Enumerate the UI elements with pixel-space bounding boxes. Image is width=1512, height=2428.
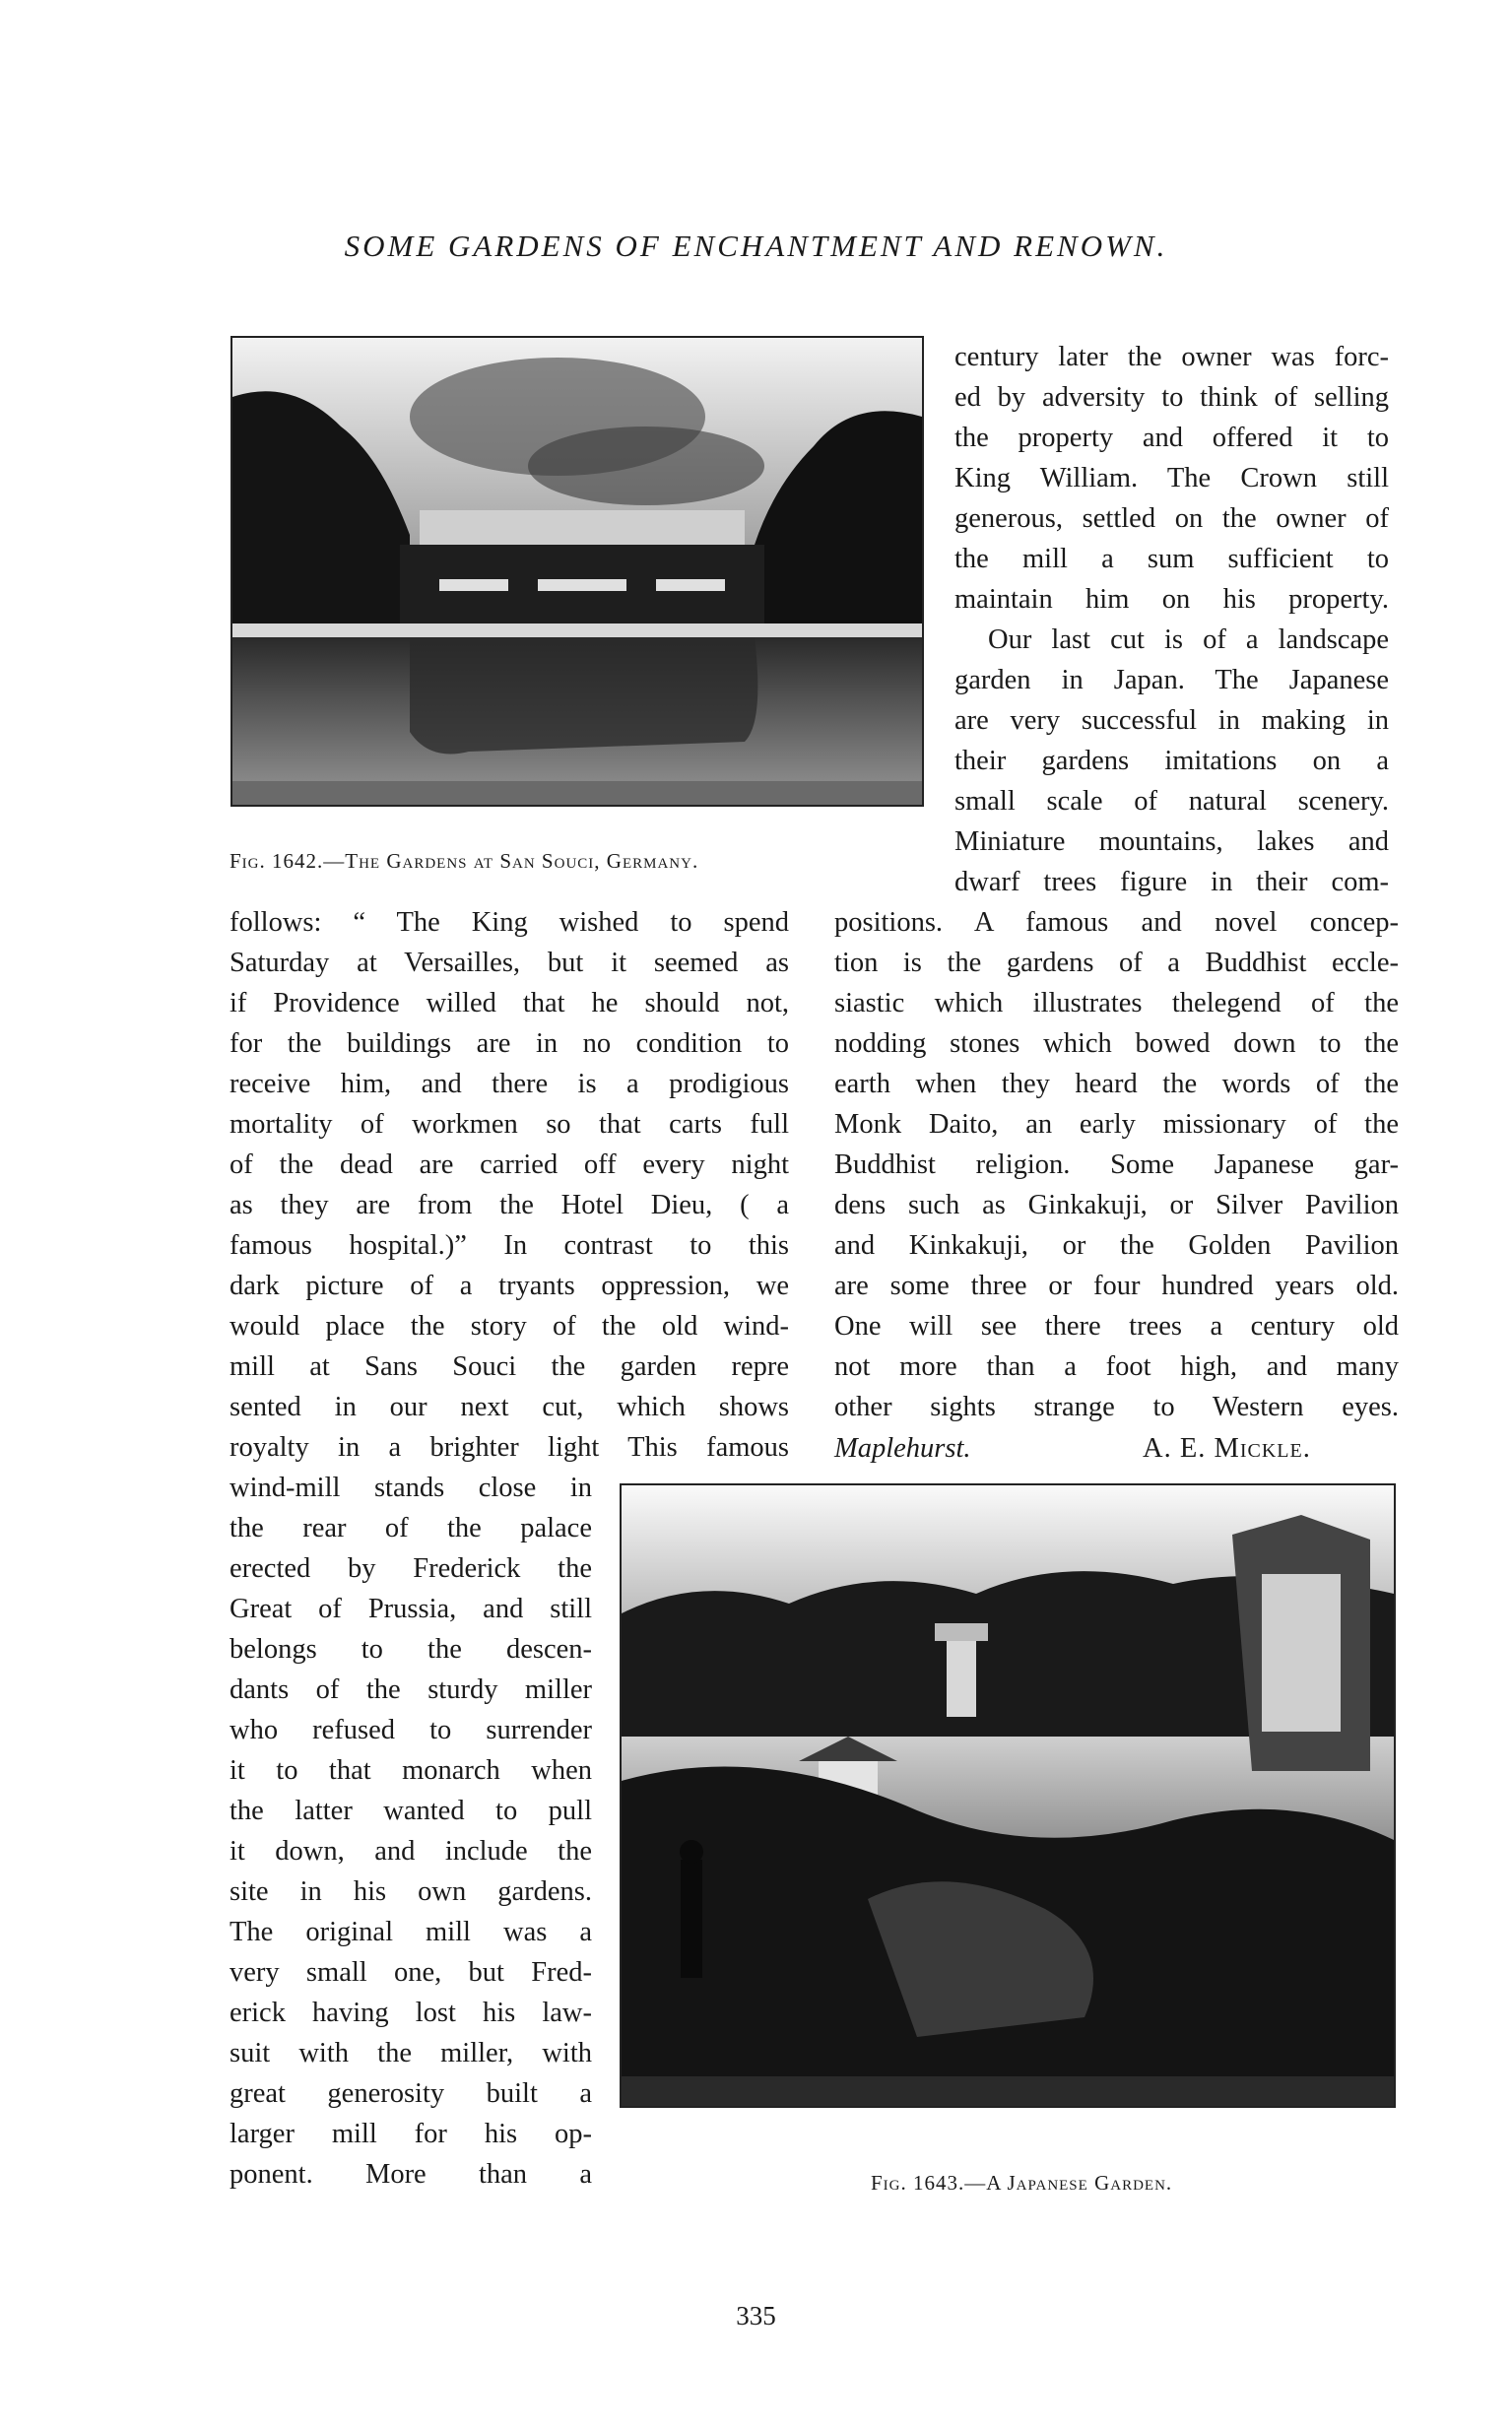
text-line: mill at Sans Souci the garden repre (230, 1351, 789, 1382)
text-line: Our last cut is of a landscape (988, 624, 1389, 655)
text-line: receive him, and there is a prodigious (230, 1069, 789, 1099)
text-line: nodding stones which bowed down to the (834, 1028, 1399, 1059)
text-line: dens such as Ginkakuji, or Silver Pavilion (834, 1190, 1399, 1220)
text-line: as they are from the Hotel Dieu, ( a (230, 1190, 789, 1220)
text-line: are some three or four hundred years old. (834, 1271, 1399, 1301)
text-line: dants of the sturdy miller (230, 1674, 592, 1705)
text-line: if Providence willed that he should not, (230, 988, 789, 1018)
text-line: it down, and include the (230, 1836, 592, 1867)
text-line: other sights strange to Western eyes. (834, 1392, 1399, 1422)
text-line: and Kinkakuji, or the Golden Pavilion (834, 1230, 1399, 1261)
text-line: the latter wanted to pull (230, 1796, 592, 1826)
text-line: are very successful in making in (954, 705, 1389, 736)
text-line: dwarf trees figure in their com- (954, 867, 1389, 897)
text-line: Great of Prussia, and still (230, 1594, 592, 1624)
text-line: Buddhist religion. Some Japanese gar- (834, 1149, 1399, 1180)
text-line: of the dead are carried off every night (230, 1149, 789, 1180)
text-line: the rear of the palace (230, 1513, 592, 1543)
figure-1642-caption: Fig. 1642.—The Gardens at San Souci, Germany. (230, 849, 699, 873)
text-line: erected by Frederick the (230, 1553, 592, 1584)
text-line: site in his own gardens. (230, 1876, 592, 1907)
text-line: Miniature mountains, lakes and (954, 826, 1389, 857)
text-line: royalty in a brighter light This famous (230, 1432, 789, 1463)
text-line: who refused to surrender (230, 1715, 592, 1745)
text-line: the mill a sum sufficient to (954, 544, 1389, 574)
text-line: ponent. More than a (230, 2159, 592, 2190)
page-number: 335 (736, 2301, 776, 2330)
text-line: small scale of natural scenery. (954, 786, 1389, 817)
text-line: tion is the gardens of a Buddhist eccle- (834, 948, 1399, 978)
text-line: siastic which illustrates thelegend of the (834, 988, 1399, 1018)
signature-author: A. E. Mickle. (1143, 1433, 1311, 1464)
text-line: belongs to the descen- (230, 1634, 592, 1665)
text-line: it to that monarch when (230, 1755, 592, 1786)
figure-1643-photo (620, 1483, 1396, 2108)
figure-1642-photo (230, 336, 924, 807)
text-line: generous, settled on the owner of (954, 503, 1389, 534)
japanese-garden-image (622, 1485, 1394, 2106)
text-line: century later the owner was forc- (954, 342, 1389, 372)
san-souci-garden-image (232, 338, 922, 805)
text-line: would place the story of the old wind- (230, 1311, 789, 1342)
text-line: larger mill for his op- (230, 2119, 592, 2149)
text-line: suit with the miller, with (230, 2038, 592, 2068)
text-line: great generosity built a (230, 2078, 592, 2109)
text-line: not more than a foot high, and many (834, 1351, 1399, 1382)
text-line: The original mill was a (230, 1917, 592, 1947)
text-line: mortality of workmen so that carts full (230, 1109, 789, 1140)
text-line: sented in our next cut, which shows (230, 1392, 789, 1422)
text-line: wind-mill stands close in (230, 1473, 592, 1503)
text-line: follows: “ The King wished to spend (230, 907, 789, 938)
text-line: positions. A famous and novel concep- (834, 907, 1399, 938)
text-line: Saturday at Versailles, but it seemed as (230, 948, 789, 978)
text-line: dark picture of a tryants oppression, we (230, 1271, 789, 1301)
text-line: ed by adversity to think of selling (954, 382, 1389, 413)
text-line: Monk Daito, an early missionary of the (834, 1109, 1399, 1140)
signature-place: Maplehurst. (834, 1433, 971, 1464)
text-line: King William. The Crown still (954, 463, 1389, 493)
text-line: maintain him on his property. (954, 584, 1389, 615)
figure-1643-caption: Fig. 1643.—A Japanese Garden. (871, 2171, 1173, 2195)
text-line: One will see there trees a century old (834, 1311, 1399, 1342)
running-head: SOME GARDENS OF ENCHANTMENT AND RENOWN. (344, 229, 1168, 263)
text-line: very small one, but Fred- (230, 1957, 592, 1988)
text-line: garden in Japan. The Japanese (954, 665, 1389, 695)
text-line: famous hospital.)” In contrast to this (230, 1230, 789, 1261)
text-line: earth when they heard the words of the (834, 1069, 1399, 1099)
text-line: for the buildings are in no condition to (230, 1028, 789, 1059)
text-line: erick having lost his law- (230, 1998, 592, 2028)
text-line: their gardens imitations on a (954, 746, 1389, 776)
text-line: the property and offered it to (954, 423, 1389, 453)
